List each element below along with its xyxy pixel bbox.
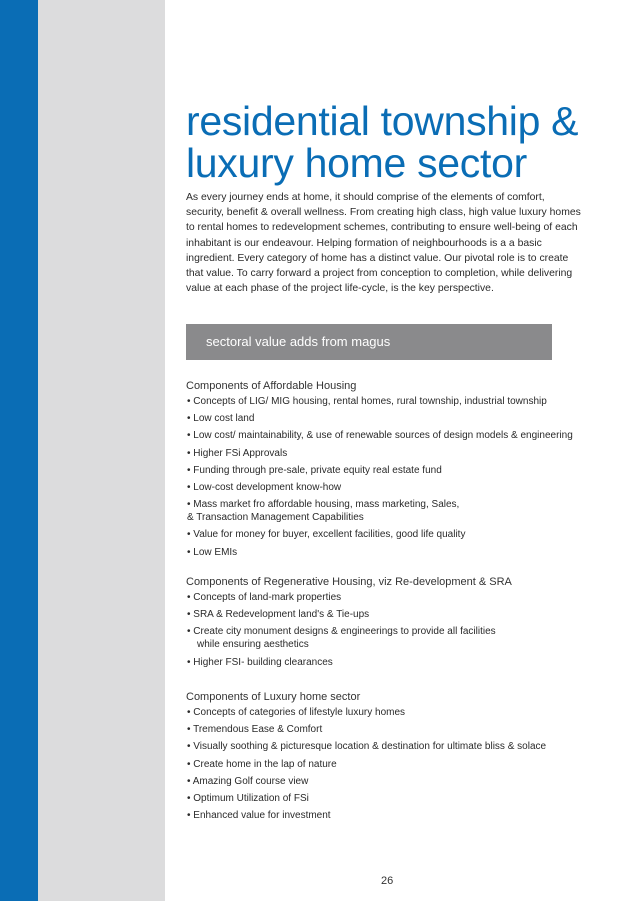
list-item: [189, 809, 616, 822]
item-text-continued: & Transaction Management Capabilities: [187, 512, 364, 524]
item-text: • Mass market fro affordable housing, mass marketing, Sales,: [187, 499, 460, 511]
page-number: 26: [381, 875, 394, 887]
list-item: [189, 625, 616, 651]
item-text: • Concepts of LIG/ MIG housing, rental homes, rural township, industrial township: [187, 396, 547, 407]
banner-title: sectoral value adds from magus: [206, 334, 391, 349]
section-heading: Components of Luxury home sector: [186, 691, 361, 703]
list-item: [189, 481, 616, 494]
list-item: [189, 723, 616, 736]
item-text: • Funding through pre-sale, private equity real estate fund: [187, 464, 442, 476]
list-item: [189, 706, 616, 719]
list-item: [189, 528, 616, 541]
page-title: [186, 100, 626, 184]
luxury-home-section: [186, 691, 616, 826]
list-item: [189, 758, 616, 771]
item-text: • Enhanced value for investment: [187, 810, 331, 822]
item-text: • Visually soothing & picturesque location & destination for ultimate bliss & solace: [187, 741, 547, 753]
item-text: • Concepts of land-mark properties: [187, 592, 342, 603]
item-text: • Higher FSi Approvals: [187, 447, 288, 459]
item-text: • Create home in the lap of nature: [187, 758, 337, 770]
list-item: [189, 412, 616, 425]
item-text: • Tremendous Ease & Comfort: [187, 724, 323, 736]
left-gray-stripe: [38, 0, 165, 901]
intro-line: to rental homes to redevelopment schemes, contributing to ensure well-being of each: [186, 222, 578, 234]
item-text: • Low EMIs: [187, 546, 238, 558]
list-item: [189, 447, 616, 460]
section-heading: Components of Regenerative Housing, viz Re-development & SRA: [186, 576, 512, 588]
item-text: • Amazing Golf course view: [187, 775, 309, 787]
left-blue-stripe: [0, 0, 38, 901]
item-text: • Value for money for buyer, excellent facilities, good life quality: [187, 529, 466, 541]
item-text: • Create city monument designs & engineerings to provide all facilities: [187, 626, 496, 638]
intro-line: inhabitant is our endeavour. Helping formation of neighbourhoods is a a basic: [186, 237, 542, 249]
list-item: [189, 591, 616, 604]
list-item: [189, 792, 616, 805]
item-text: • Low cost/ maintainability, & use of renewable sources of design models & engineering: [187, 430, 573, 442]
list-item: [189, 775, 616, 788]
item-text: • Low cost land: [187, 413, 255, 425]
item-text: • Optimum Utilization of FSi: [187, 792, 309, 804]
list-item: [189, 395, 616, 408]
list-item: [189, 608, 616, 621]
list-item: [189, 546, 616, 559]
list-item: [189, 429, 616, 442]
affordable-housing-section: [186, 380, 616, 563]
list-item: [189, 656, 616, 669]
title-line: residential township &: [186, 98, 579, 144]
item-text-continued: while ensuring aesthetics: [197, 639, 309, 651]
item-text: • Higher FSI- building clearances: [187, 656, 333, 668]
title-line: luxury home sector: [186, 140, 527, 186]
item-text: • SRA & Redevelopment land's & Tie-ups: [187, 609, 370, 621]
list-item: [189, 740, 616, 753]
intro-line: ingredient. Every category of home has a distinct value. Our pivotal role is to create: [186, 252, 569, 264]
list-item: [189, 498, 616, 524]
intro-line: As every journey ends at home, it should comprise of the elements of comfort,: [186, 192, 545, 203]
intro-paragraph: [186, 190, 581, 296]
item-text: • Concepts of categories of lifestyle luxury homes: [187, 707, 406, 718]
intro-line: value at each phase of the project life-cycle, is the key perspective.: [186, 283, 494, 295]
intro-line: security, benefit & overall wellness. From creating high class, high value luxury homes: [186, 207, 581, 219]
list-item: [189, 464, 616, 477]
intro-line: that value. To carry forward a project from conception to completion, while delivering: [186, 268, 573, 280]
section-heading: Components of Affordable Housing: [186, 380, 357, 392]
section-banner: [186, 324, 552, 360]
item-text: • Low-cost development know-how: [187, 481, 342, 493]
regenerative-housing-section: [186, 576, 616, 673]
